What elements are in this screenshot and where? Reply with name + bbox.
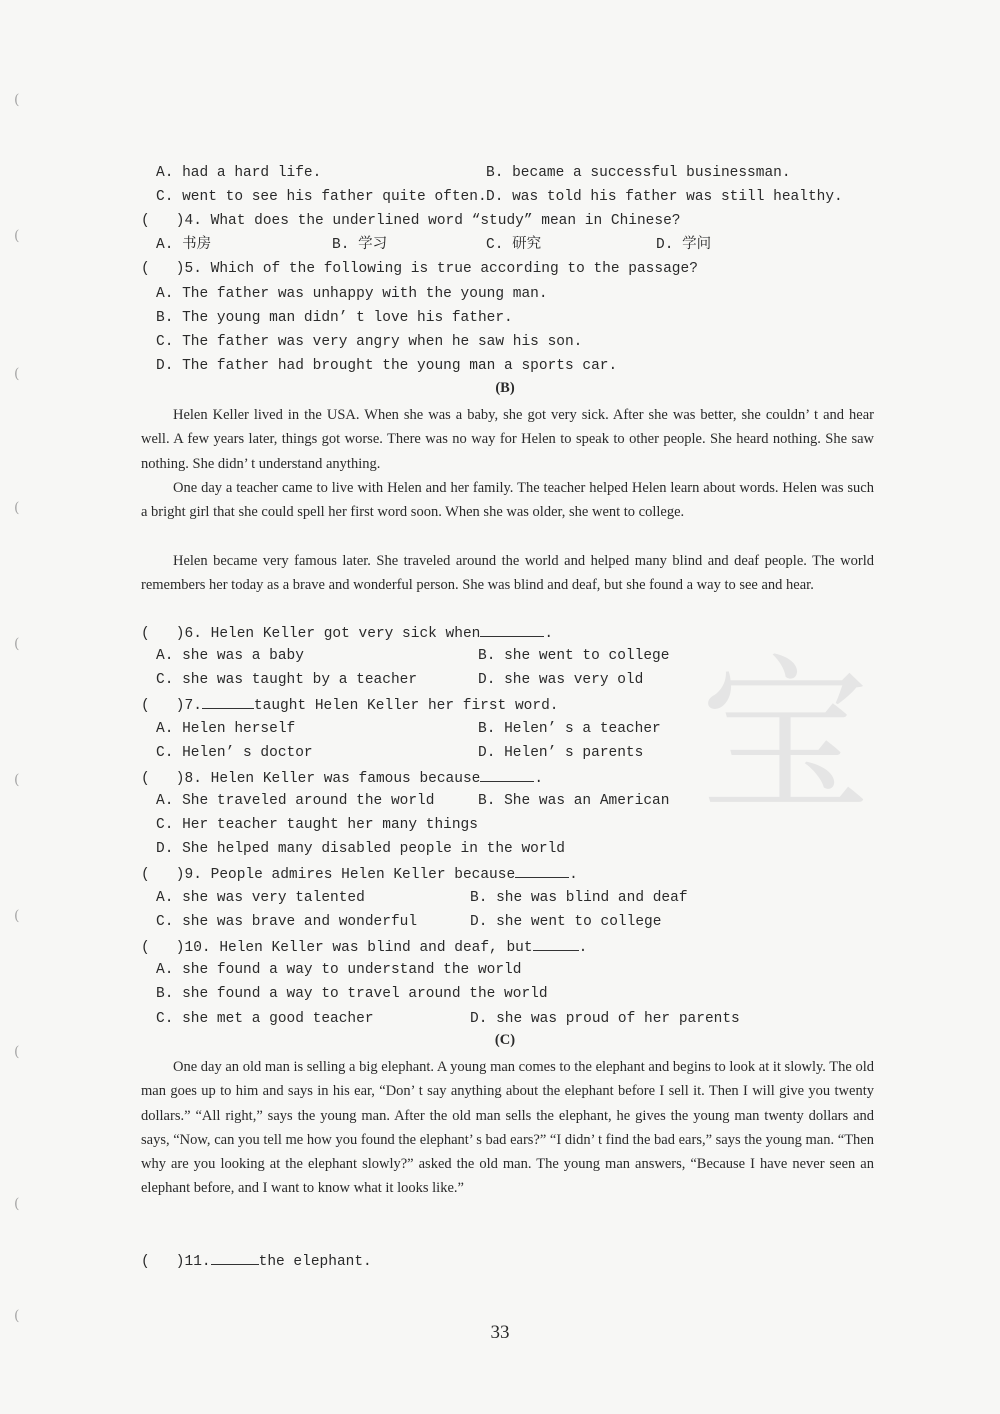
section-b-heading: (B) xyxy=(495,380,515,396)
q9-option-c: C. she was brave and wonderful xyxy=(156,914,418,930)
q4-option-d: D. 学问 xyxy=(656,237,712,253)
q9-option-a: A. she was very talented xyxy=(156,890,365,906)
passage-b-paragraph-2: One day a teacher came to live with Helen and her family. The teacher helped Helen learn about words. Helen was such a bright girl that she could spell her first word soon. When she was older, she went to college. xyxy=(141,480,874,521)
q5-option-a: A. The father was unhappy with the young man. xyxy=(156,286,548,302)
binding-mark: ( xyxy=(14,908,20,924)
q6-option-a: A. she was a baby xyxy=(156,648,304,664)
binding-mark: ( xyxy=(14,500,20,516)
answer-blank[interactable] xyxy=(480,622,544,637)
passage-c-paragraph: One day an old man is selling a big elephant. A young man comes to the elephant and begins to look at it slowly. The old man goes up to him and says in his ear, “Don’ t say anything about the elephant before I sell it. Then I will give you twenty dollars.” “All right,” says the young man. After the old man sells the elephant, he gives the young man twenty dollars and says, “Now, can you tell me how you found the elephant’ s bad ears?” “I didn’ t find the bad ears,” says the young man. “Then why are you looking at the elephant slowly?” asked the old man. The young man answers, “Because I have never seen an elephant before, and I want to know what it looks like.” xyxy=(141,1059,874,1197)
q5-option-c: C. The father was very angry when he saw his son. xyxy=(156,334,583,350)
binding-mark: ( xyxy=(14,228,20,244)
binding-mark: ( xyxy=(14,1196,20,1212)
q8-option-a: A. She traveled around the world xyxy=(156,793,435,809)
q3-option-a: A. had a hard life. xyxy=(156,165,322,181)
q6-stem: ( )6. Helen Keller got very sick when . xyxy=(141,622,553,644)
q4-stem: ( )4. What does the underlined word “study” mean in Chinese? xyxy=(141,213,681,229)
q7-option-d: D. Helen’ s parents xyxy=(478,745,644,761)
answer-blank[interactable] xyxy=(533,936,579,951)
q10-option-b: B. she found a way to travel around the world xyxy=(156,986,548,1002)
answer-blank[interactable] xyxy=(211,1250,259,1265)
q9-option-b: B. she was blind and deaf xyxy=(470,890,688,906)
q9-stem: ( )9. People admires Helen Keller because . xyxy=(141,863,578,885)
q5-stem: ( )5. Which of the following is true according to the passage? xyxy=(141,261,698,277)
answer-blank[interactable] xyxy=(202,694,254,709)
q6-option-b: B. she went to college xyxy=(478,648,670,664)
binding-mark: ( xyxy=(14,1308,20,1324)
q8-option-d: D. She helped many disabled people in the world xyxy=(156,841,565,857)
answer-blank[interactable] xyxy=(515,863,569,878)
q8-stem: ( )8. Helen Keller was famous because . xyxy=(141,767,543,789)
binding-mark: ( xyxy=(14,772,20,788)
q7-option-c: C. Helen’ s doctor xyxy=(156,745,313,761)
q4-option-c: C. 研究 xyxy=(486,237,542,253)
q11-stem: ( )11. the elephant. xyxy=(141,1250,372,1272)
answer-blank[interactable] xyxy=(480,767,534,782)
q9-option-d: D. she went to college xyxy=(470,914,662,930)
section-c-heading: (C) xyxy=(494,1032,516,1048)
watermark-logo: 宝 xyxy=(700,639,871,837)
passage-b-paragraph-1: Helen Keller lived in the USA. When she was a baby, she got very sick. After she was better, she couldn’ t and hear well. A few years later, things got worse. There was no way for Helen to speak to other people. She heard nothing. She saw nothing. She didn’ t understand anything. xyxy=(141,407,874,472)
q10-option-d: D. she was proud of her parents xyxy=(470,1011,740,1027)
q4-option-b: B. 学习 xyxy=(332,237,388,253)
binding-mark: ( xyxy=(14,1044,20,1060)
q7-option-a: A. Helen herself xyxy=(156,721,296,737)
q4-option-a: A. 书房 xyxy=(156,237,212,253)
q3-option-d: D. was told his father was still healthy. xyxy=(486,189,843,205)
q6-option-d: D. she was very old xyxy=(478,672,644,688)
q10-stem: ( )10. Helen Keller was blind and deaf, but . xyxy=(141,936,587,958)
q5-option-d: D. The father had brought the young man a sports car. xyxy=(156,358,618,374)
binding-mark: ( xyxy=(14,636,20,652)
binding-mark: ( xyxy=(14,366,20,382)
q5-option-b: B. The young man didn’ t love his father. xyxy=(156,310,513,326)
passage-b-paragraph-3: Helen became very famous later. She traveled around the world and helped many blind and deaf people. The world remembers her today as a brave and wonderful person. She was blind and deaf, but she found a way to see and hear. xyxy=(141,553,874,594)
q3-option-b: B. became a successful businessman. xyxy=(486,165,791,181)
page-number: 33 xyxy=(490,1322,510,1343)
q10-option-a: A. she found a way to understand the world xyxy=(156,962,522,978)
q8-option-c: C. Her teacher taught her many things xyxy=(156,817,478,833)
q3-option-c: C. went to see his father quite often. xyxy=(156,189,487,205)
binding-mark: ( xyxy=(14,92,20,108)
q8-option-b: B. She was an American xyxy=(478,793,670,809)
q7-stem: ( )7. taught Helen Keller her first word. xyxy=(141,694,558,716)
q10-option-c: C. she met a good teacher xyxy=(156,1011,374,1027)
q6-option-c: C. she was taught by a teacher xyxy=(156,672,418,688)
q7-option-b: B. Helen’ s a teacher xyxy=(478,721,661,737)
